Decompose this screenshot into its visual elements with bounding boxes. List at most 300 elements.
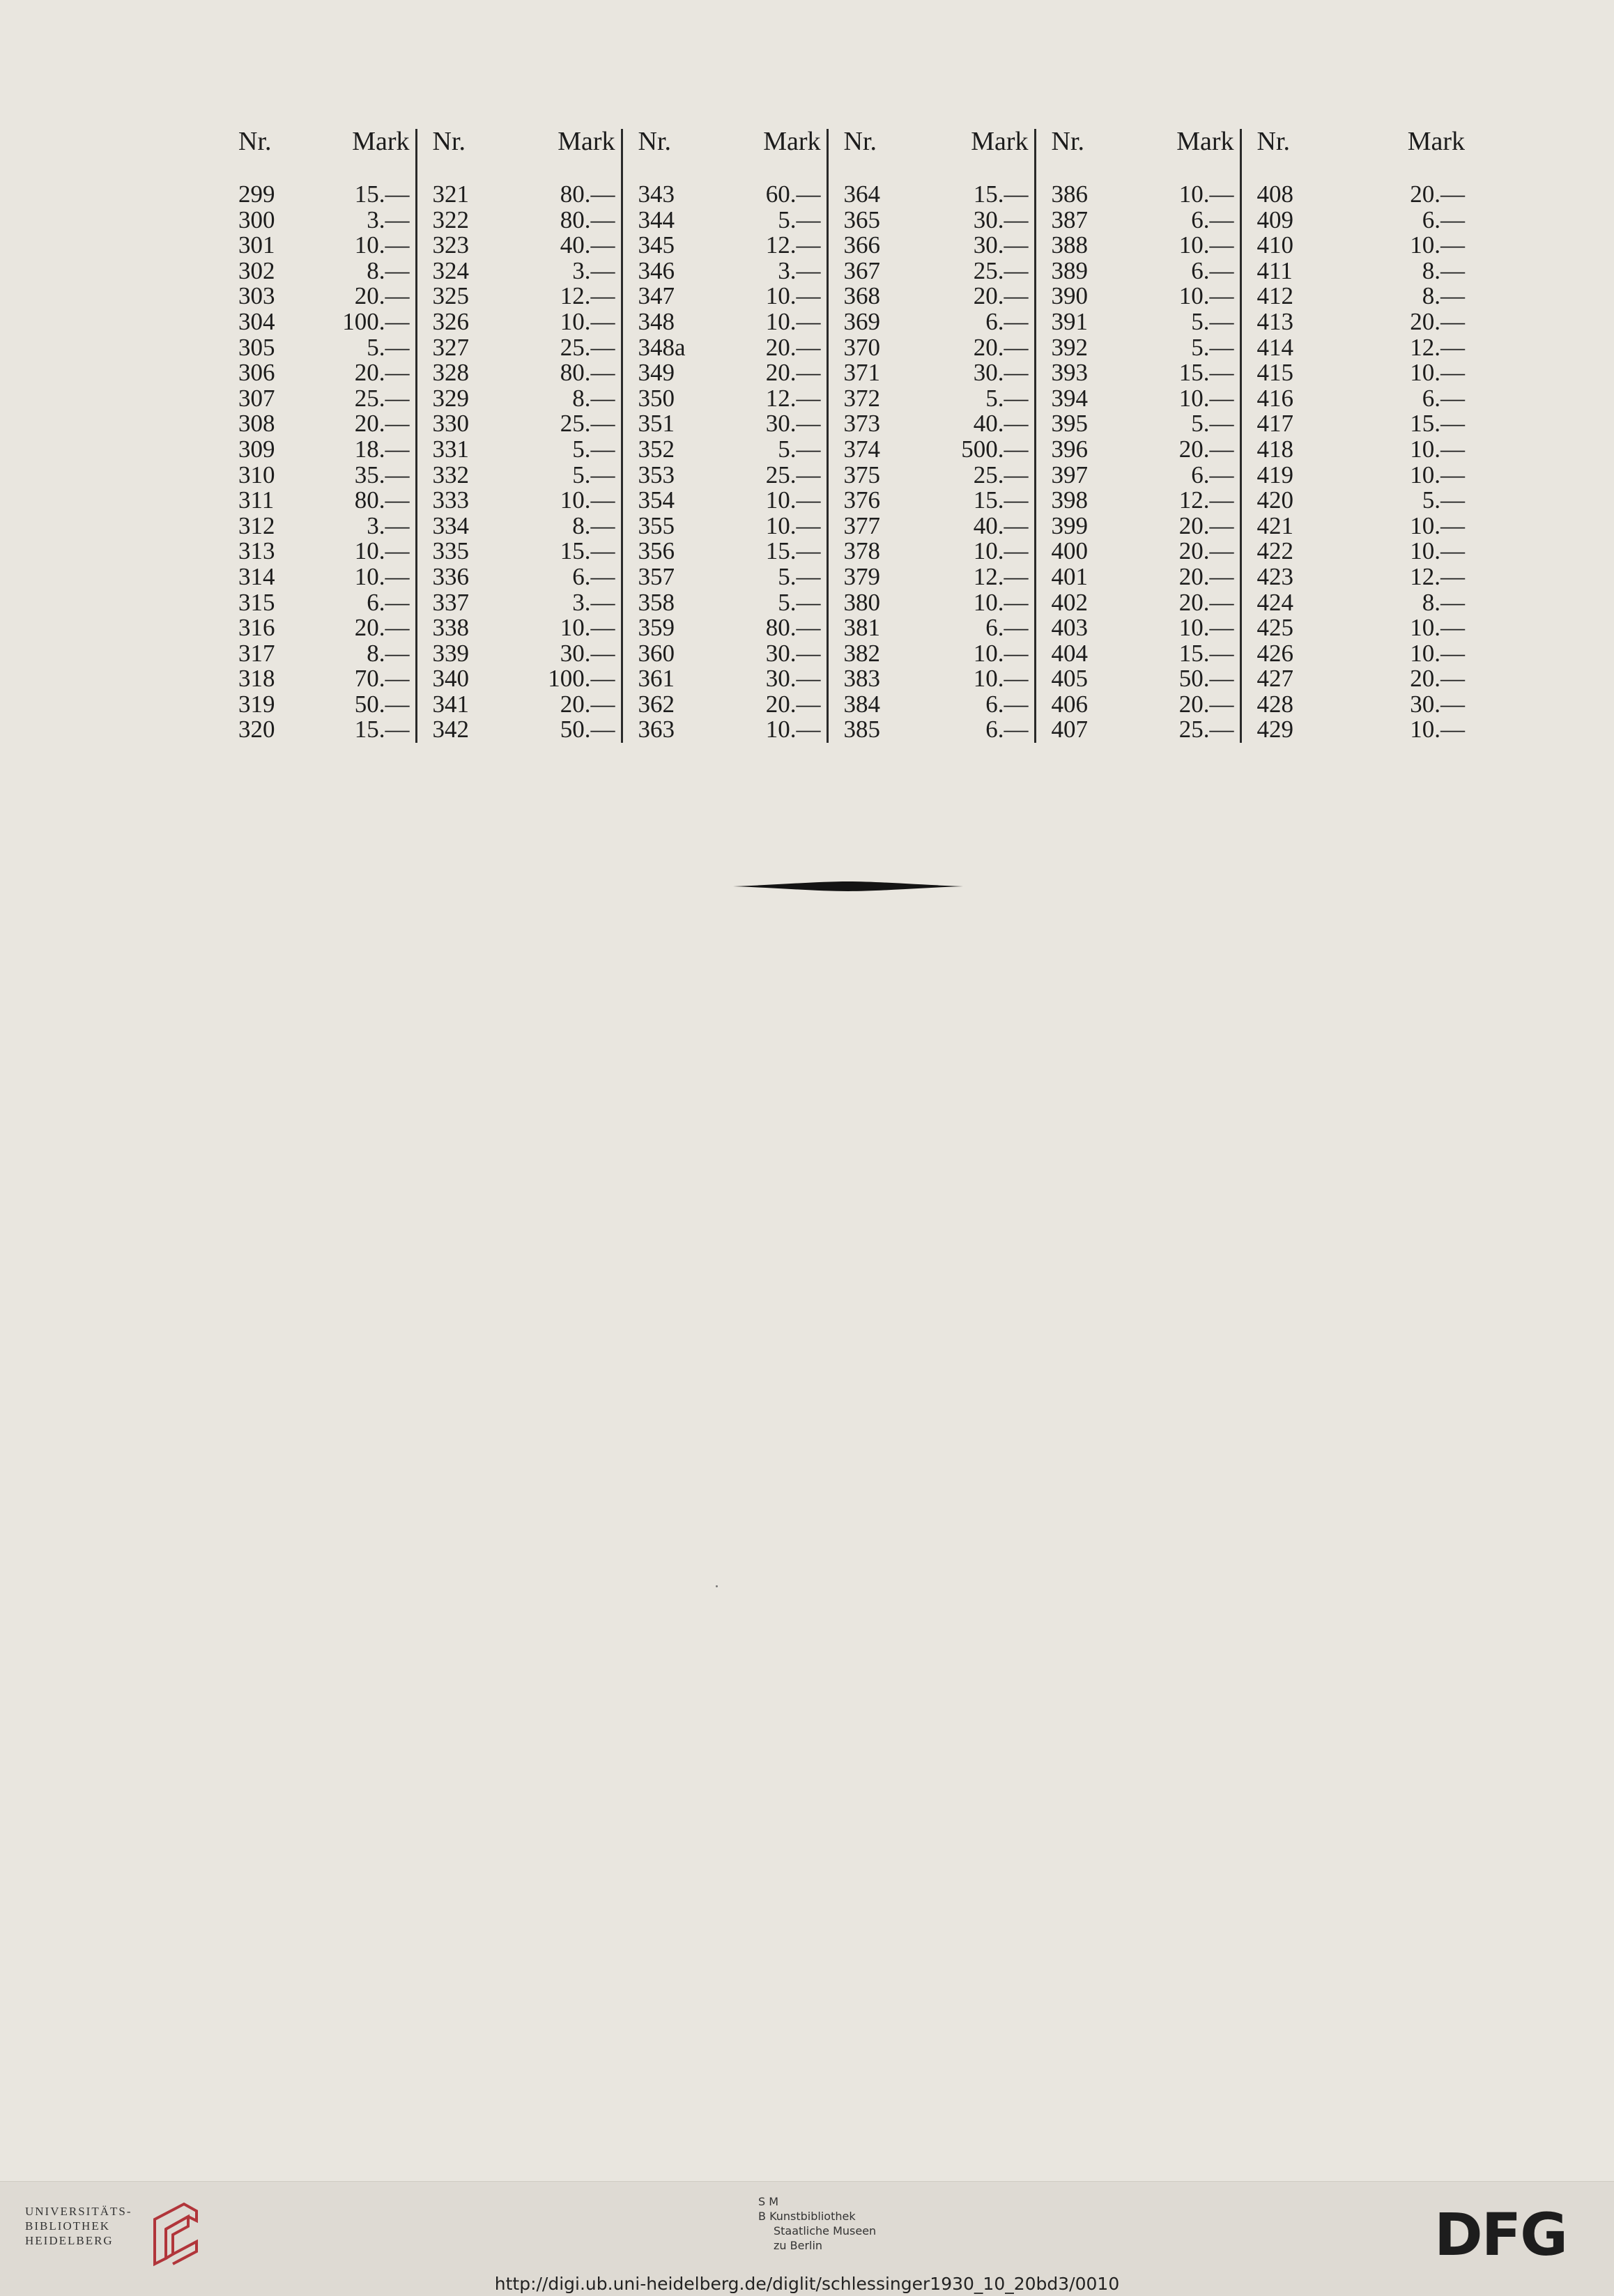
item-number: 321 [432,180,469,208]
item-price: 8.— [1422,282,1465,310]
item-number: 360 [638,639,675,667]
item-price: 10.— [1138,284,1240,309]
item-price: 30.— [728,411,827,437]
item-number: 331 [432,435,469,463]
item-price: 10.— [317,233,416,259]
item-number: 397 [1051,461,1088,488]
library-logo [25,2200,206,2270]
item-number: 395 [1051,410,1088,438]
item-price: 40.— [932,411,1035,437]
item-price: 10.— [1410,511,1465,539]
item-number: 347 [638,282,675,310]
item-price: 10.— [1410,537,1465,565]
item-price: 25.— [932,463,1035,488]
item-price: 25.— [932,259,1035,284]
item-number: 334 [432,511,469,539]
item-number: 403 [1051,614,1088,642]
item-price: 10.— [317,564,416,590]
item-number: 405 [1051,665,1088,693]
item-number: 346 [638,256,675,284]
item-price: 10.— [521,488,622,514]
item-number: 325 [432,282,469,310]
item-number: 381 [843,614,880,642]
item-price: 5.— [728,208,827,233]
price-list-table [230,129,1470,743]
item-number: 328 [432,359,469,387]
item-number: 317 [238,639,275,667]
item-price: 8.— [521,386,622,412]
item-number: 337 [432,588,469,616]
item-number: 408 [1256,180,1293,208]
item-number: 366 [843,231,880,259]
item-price: 10.— [317,539,416,564]
item-price: 3.— [728,259,827,284]
item-price: 15.— [521,539,622,564]
table-row [230,182,1470,208]
digitization-footer [0,2181,1614,2296]
item-price: 10.— [932,641,1035,667]
item-price: 12.— [1410,333,1465,361]
item-price: 10.— [1410,359,1465,387]
item-price: 500.— [932,437,1035,463]
item-price: 15.— [1410,410,1465,438]
item-number: 344 [638,206,675,233]
item-number: 422 [1256,537,1293,565]
table-row [230,335,1470,361]
library-name-line: UNIVERSITÄTS- [25,2205,132,2218]
item-price: 80.— [317,488,416,514]
item-price: 10.— [728,717,827,743]
item-price: 80.— [521,182,622,208]
item-price: 5.— [521,463,622,488]
stamp-line: B Kunstbibliothek [758,2210,856,2223]
item-number: 324 [432,256,469,284]
header-nr: Nr. [1051,127,1084,156]
item-price: 100.— [521,666,622,692]
item-price: 20.— [317,284,416,309]
item-number: 330 [432,410,469,438]
item-number: 389 [1051,256,1088,284]
item-number: 329 [432,384,469,412]
item-price: 6.— [1422,206,1465,233]
item-number: 409 [1256,206,1293,233]
item-number: 308 [238,410,275,438]
item-number: 386 [1051,180,1088,208]
item-number: 416 [1256,384,1293,412]
item-price: 20.— [932,335,1035,361]
item-price: 6.— [1138,208,1240,233]
item-number: 429 [1256,716,1293,743]
table-row [230,386,1470,412]
item-price: 20.— [932,284,1035,309]
item-number: 373 [843,410,880,438]
item-price: 35.— [317,463,416,488]
item-number: 364 [843,180,880,208]
item-number: 426 [1256,639,1293,667]
stamp-line: S M [758,2195,779,2208]
item-price: 5.— [1138,309,1240,335]
item-number: 362 [638,690,675,718]
item-number: 355 [638,511,675,539]
item-number: 335 [432,537,469,565]
table-row [230,463,1470,488]
item-number: 339 [432,639,469,667]
item-number: 378 [843,537,880,565]
item-number: 356 [638,537,675,565]
item-price: 5.— [932,386,1035,412]
item-number: 415 [1256,359,1293,387]
item-number: 349 [638,359,675,387]
item-price: 8.— [1422,588,1465,616]
item-price: 20.— [1138,437,1240,463]
museum-stamp [758,2194,876,2253]
item-number: 394 [1051,384,1088,412]
item-number: 310 [238,461,275,488]
item-price: 30.— [728,641,827,667]
item-number: 301 [238,231,275,259]
table-row [230,488,1470,514]
item-price: 15.— [728,539,827,564]
item-price: 6.— [1422,384,1465,412]
item-price: 25.— [521,335,622,361]
library-name-line: HEIDELBERG [25,2234,114,2247]
item-number: 365 [843,206,880,233]
item-number: 315 [238,588,275,616]
item-price: 70.— [317,666,416,692]
item-price: 10.— [1410,461,1465,488]
item-number: 412 [1256,282,1293,310]
item-price: 20.— [1138,692,1240,718]
item-price: 15.— [317,717,416,743]
item-number: 396 [1051,435,1088,463]
item-price: 50.— [317,692,416,718]
item-number: 333 [432,486,469,514]
item-price: 50.— [521,717,622,743]
item-price: 25.— [317,386,416,412]
table-row [230,539,1470,564]
header-mark: Mark [317,129,416,174]
item-number: 367 [843,256,880,284]
item-number: 379 [843,562,880,590]
item-number: 342 [432,716,469,743]
header-nr: Nr. [432,127,466,156]
item-number: 304 [238,307,275,335]
item-price: 12.— [1138,488,1240,514]
item-number: 424 [1256,588,1293,616]
table-row [230,437,1470,463]
item-price: 20.— [728,360,827,386]
item-number: 398 [1051,486,1088,514]
table-row [230,309,1470,335]
item-price: 5.— [317,335,416,361]
item-number: 322 [432,206,469,233]
item-number: 414 [1256,333,1293,361]
item-number: 421 [1256,511,1293,539]
table-row [230,284,1470,309]
item-price: 5.— [728,437,827,463]
item-price: 10.— [932,666,1035,692]
item-number: 352 [638,435,675,463]
dfg-logo: DFG [1434,2201,1567,2269]
table-row [230,360,1470,386]
item-price: 6.— [932,615,1035,641]
item-price: 10.— [932,539,1035,564]
item-number: 390 [1051,282,1088,310]
item-price: 10.— [1410,639,1465,667]
item-number: 423 [1256,562,1293,590]
item-price: 30.— [728,666,827,692]
library-name [25,2204,132,2248]
header-mark: Mark [1138,129,1240,174]
ornamental-divider-icon [733,881,963,892]
item-number: 376 [843,486,880,514]
item-number: 323 [432,231,469,259]
item-price: 50.— [1138,666,1240,692]
item-price: 25.— [728,463,827,488]
item-price: 12.— [932,564,1035,590]
item-price: 8.— [317,641,416,667]
item-number: 413 [1256,307,1293,335]
item-price: 3.— [317,514,416,539]
item-price: 20.— [728,692,827,718]
item-number: 358 [638,588,675,616]
item-number: 332 [432,461,469,488]
item-price: 20.— [317,615,416,641]
table-row [230,233,1470,259]
table-row [230,692,1470,718]
item-number: 305 [238,333,275,361]
stamp-line: zu Berlin [774,2239,823,2252]
item-number: 309 [238,435,275,463]
item-number: 425 [1256,614,1293,642]
header-mark: Mark [728,129,827,174]
item-number: 348a [638,333,686,361]
item-price: 6.— [932,717,1035,743]
item-number: 312 [238,511,275,539]
item-price: 6.— [932,309,1035,335]
item-number: 357 [638,562,675,590]
item-number: 316 [238,614,275,642]
item-price: 5.— [728,590,827,616]
item-number: 393 [1051,359,1088,387]
table-row [230,666,1470,692]
item-price: 20.— [1410,307,1465,335]
item-price: 3.— [521,259,622,284]
item-price: 10.— [1138,386,1240,412]
item-price: 6.— [1138,463,1240,488]
item-price: 25.— [521,411,622,437]
item-price: 30.— [932,360,1035,386]
item-price: 5.— [1138,411,1240,437]
item-price: 30.— [932,233,1035,259]
item-price: 100.— [317,309,416,335]
header-row [230,129,1470,174]
item-price: 20.— [1138,564,1240,590]
item-number: 306 [238,359,275,387]
table-row [230,411,1470,437]
item-price: 8.— [521,514,622,539]
item-price: 10.— [728,488,827,514]
item-number: 299 [238,180,275,208]
header-nr: Nr. [843,127,877,156]
item-number: 340 [432,665,469,693]
spacer-cell [622,174,728,182]
item-price: 8.— [1422,256,1465,284]
item-number: 359 [638,614,675,642]
item-price: 12.— [521,284,622,309]
item-price: 25.— [1138,717,1240,743]
item-number: 384 [843,690,880,718]
price-list-body [230,174,1470,743]
item-price: 80.— [521,208,622,233]
item-price: 3.— [521,590,622,616]
item-number: 375 [843,461,880,488]
item-price: 30.— [521,641,622,667]
item-price: 6.— [1138,259,1240,284]
item-price: 20.— [1138,514,1240,539]
item-price: 20.— [1138,590,1240,616]
item-price: 20.— [1410,665,1465,693]
item-number: 385 [843,716,880,743]
table-row [230,208,1470,233]
header-nr: Nr. [638,127,671,156]
item-number: 392 [1051,333,1088,361]
item-number: 399 [1051,511,1088,539]
item-number: 428 [1256,690,1293,718]
item-number: 380 [843,588,880,616]
item-number: 410 [1256,231,1293,259]
item-price: 8.— [317,259,416,284]
item-number: 318 [238,665,275,693]
item-number: 300 [238,206,275,233]
item-price: 10.— [1138,615,1240,641]
item-number: 371 [843,359,880,387]
item-price: 15.— [932,182,1035,208]
item-price: 80.— [728,615,827,641]
item-number: 338 [432,614,469,642]
item-price: 15.— [1138,360,1240,386]
item-price: 6.— [317,590,416,616]
item-number: 420 [1256,486,1293,514]
item-number: 348 [638,307,675,335]
item-price: 30.— [1410,690,1465,718]
item-number: 418 [1256,435,1293,463]
item-price: 20.— [521,692,622,718]
table-row [230,590,1470,616]
table-row [230,514,1470,539]
table-row [230,717,1470,743]
item-number: 404 [1051,639,1088,667]
item-price: 20.— [1138,539,1240,564]
item-price: 15.— [932,488,1035,514]
item-number: 343 [638,180,675,208]
item-price: 10.— [1410,231,1465,259]
item-price: 20.— [1410,180,1465,208]
library-name-line: BIBLIOTHEK [25,2219,110,2233]
header-mark: Mark [1407,127,1465,156]
item-price: 5.— [1422,486,1465,514]
item-price: 5.— [1138,335,1240,361]
item-price: 40.— [932,514,1035,539]
item-price: 20.— [728,335,827,361]
item-number: 388 [1051,231,1088,259]
item-price: 5.— [521,437,622,463]
item-number: 314 [238,562,275,590]
item-number: 372 [843,384,880,412]
item-number: 350 [638,384,675,412]
item-number: 345 [638,231,675,259]
item-price: 3.— [317,208,416,233]
item-number: 336 [432,562,469,590]
item-price: 12.— [728,233,827,259]
item-price: 30.— [932,208,1035,233]
item-number: 377 [843,511,880,539]
table-row [230,615,1470,641]
item-price: 20.— [317,360,416,386]
table-row [230,564,1470,590]
stamp-line: Staatliche Museen [774,2224,877,2237]
item-number: 383 [843,665,880,693]
item-number: 370 [843,333,880,361]
item-number: 401 [1051,562,1088,590]
item-number: 382 [843,639,880,667]
item-price: 40.— [521,233,622,259]
item-price: 18.— [317,437,416,463]
item-number: 303 [238,282,275,310]
item-number: 327 [432,333,469,361]
header-mark: Mark [521,129,622,174]
item-price: 10.— [1410,614,1465,642]
item-number: 391 [1051,307,1088,335]
header-nr: Nr. [238,127,272,156]
table-row [230,259,1470,284]
item-price: 10.— [1138,233,1240,259]
item-price: 15.— [1138,641,1240,667]
item-price: 5.— [728,564,827,590]
item-number: 354 [638,486,675,514]
item-number: 417 [1256,410,1293,438]
item-price: 10.— [1410,716,1465,743]
item-price: 6.— [932,692,1035,718]
item-number: 369 [843,307,880,335]
item-price: 10.— [1410,435,1465,463]
item-number: 402 [1051,588,1088,616]
item-number: 387 [1051,206,1088,233]
item-number: 400 [1051,537,1088,565]
page-speck [716,1585,718,1587]
permalink-url[interactable]: http://digi.ub.uni-heidelberg.de/diglit/schlessinger1930_10_20bd3/0010 [494,2274,1120,2294]
item-number: 427 [1256,665,1293,693]
item-number: 313 [238,537,275,565]
item-price: 10.— [521,615,622,641]
item-number: 406 [1051,690,1088,718]
item-number: 407 [1051,716,1088,743]
item-number: 307 [238,384,275,412]
item-price: 12.— [1410,562,1465,590]
item-number: 320 [238,716,275,743]
item-number: 302 [238,256,275,284]
item-number: 363 [638,716,675,743]
item-number: 411 [1256,256,1293,284]
item-price: 6.— [521,564,622,590]
item-price: 60.— [728,182,827,208]
item-price: 80.— [521,360,622,386]
table-row [230,641,1470,667]
item-number: 374 [843,435,880,463]
header-mark: Mark [932,129,1035,174]
item-price: 15.— [317,182,416,208]
item-price: 10.— [932,590,1035,616]
